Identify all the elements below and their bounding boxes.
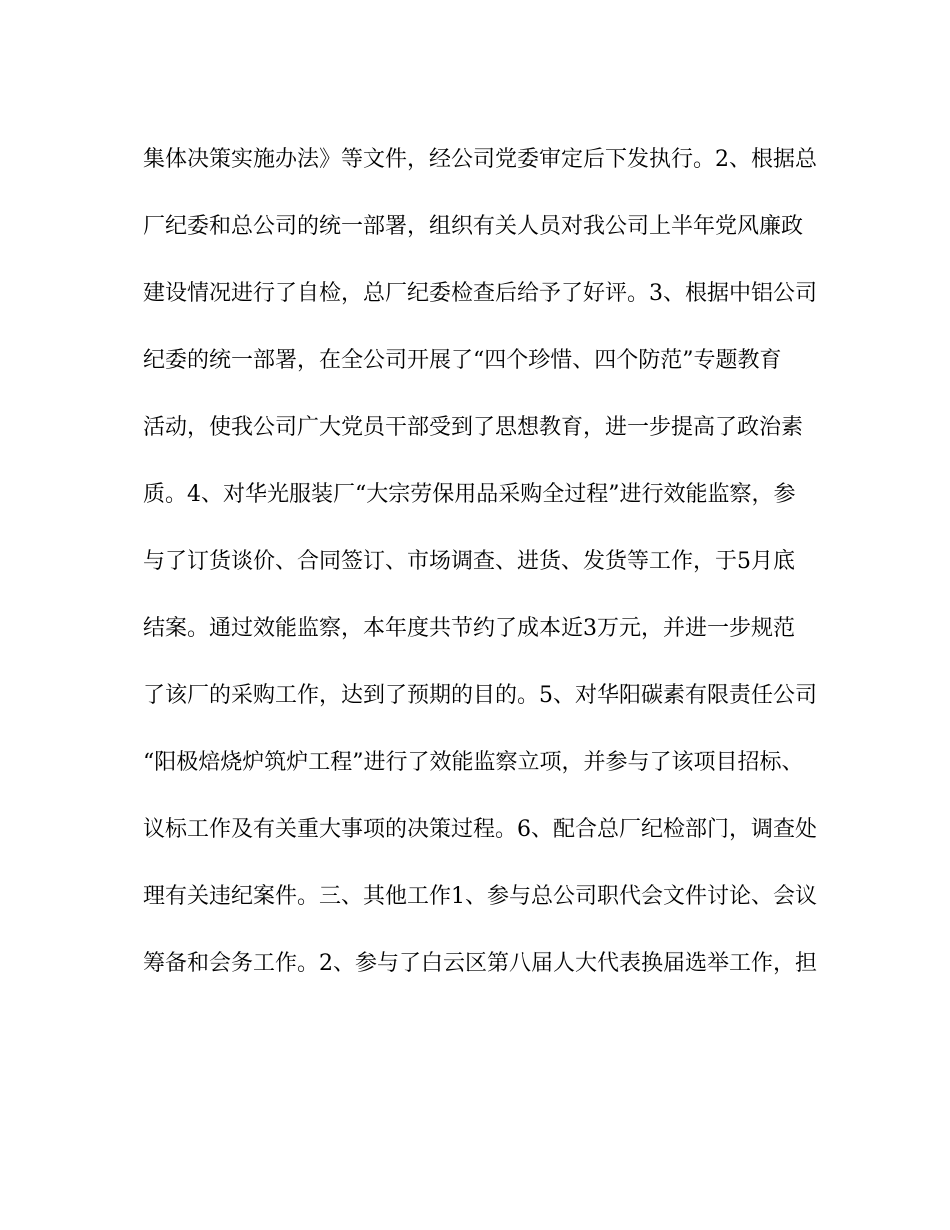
text-line: 纪委的统一部署，在全公司开展了“四个珍惜、四个防范”专题教育	[143, 348, 782, 373]
text-line: “阳极焙烧炉筑炉工程”进行了效能监察立项，并参与了该项目招标、	[143, 750, 804, 775]
text-line: 厂纪委和总公司的统一部署，组织有关人员对我公司上半年党风廉政	[143, 214, 804, 239]
text-line: 建设情况进行了自检，总厂纪委检查后给予了好评。3、根据中铝公司	[143, 281, 817, 306]
text-line: 了该厂的采购工作，达到了预期的目的。5、对华阳碳素有限责任公司	[143, 683, 817, 708]
text-line: 活动，使我公司广大党员干部受到了思想教育，进一步提高了政治素	[143, 415, 804, 440]
text-line: 结案。通过效能监察，本年度共节约了成本近3万元，并进一步规范	[143, 616, 795, 641]
body-text	[143, 137, 823, 1008]
text-line: 与了订货谈价、合同签订、市场调查、进货、发货等工作，于5月底	[143, 549, 795, 574]
text-line: 议标工作及有关重大事项的决策过程。6、配合总厂纪检部门，调查处	[143, 817, 817, 842]
text-line: 集体决策实施办法》等文件，经公司党委审定后下发执行。2、根据总	[143, 147, 817, 172]
text-line: 理有关违纪案件。三、其他工作1、参与总公司职代会文件讨论、会议	[143, 884, 817, 909]
text-line: 筹备和会务工作。2、参与了白云区第八届人大代表换届选举工作，担	[143, 951, 817, 976]
text-line: 质。4、对华光服装厂“大宗劳保用品采购全过程”进行效能监察，参	[143, 482, 796, 507]
